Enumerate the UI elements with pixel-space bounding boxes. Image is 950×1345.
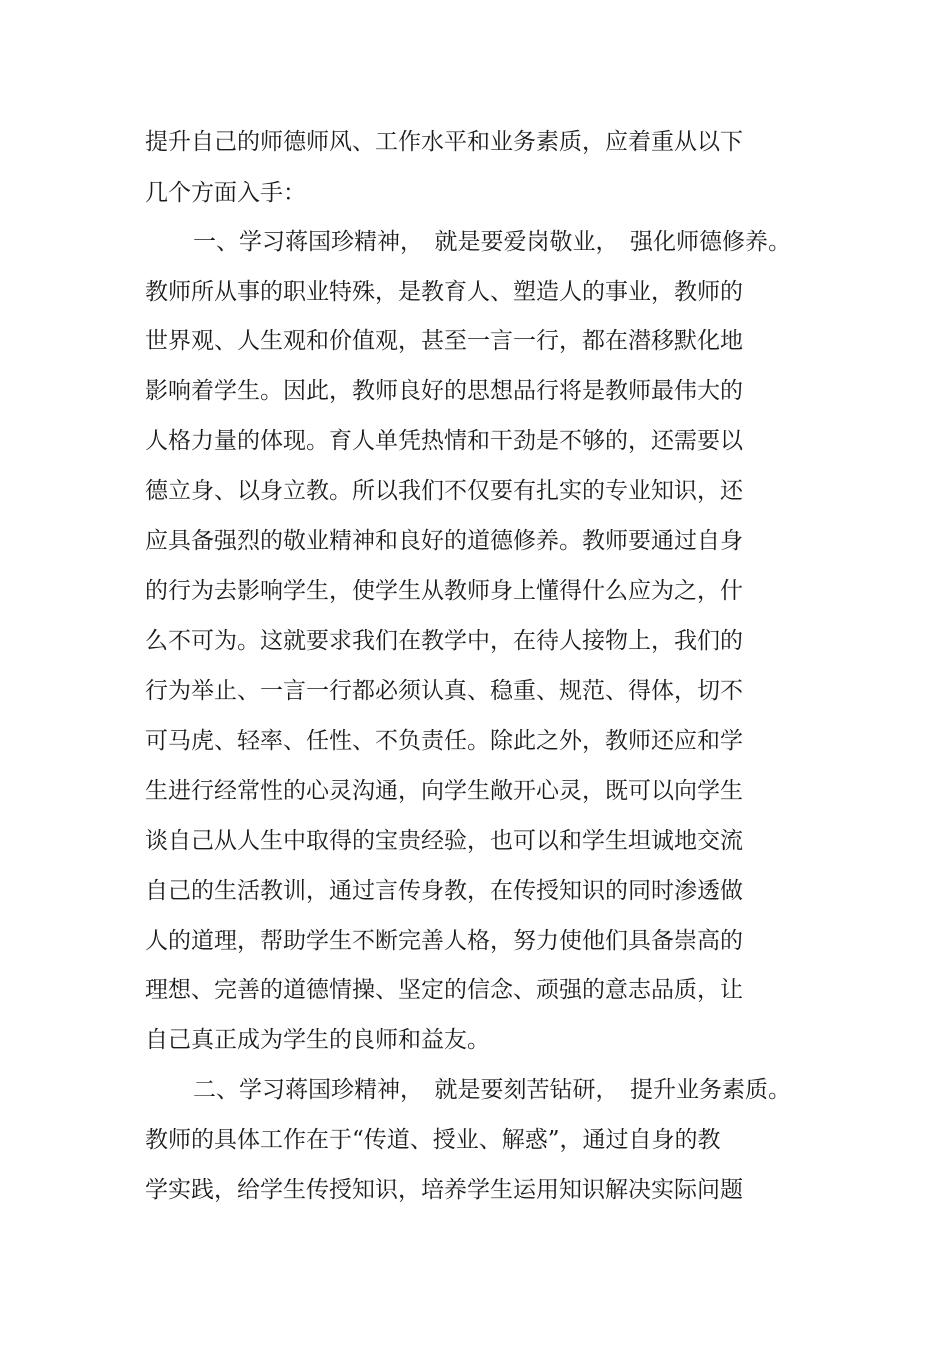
text-line: 的行为去影响学生，使学生从教师身上懂得什么应为之，什	[145, 578, 743, 604]
text-line: 自己真正成为学生的良师和益友。	[145, 1027, 490, 1053]
section-heading: 一、学习蒋国珍精神， 就是要爱岗敬业， 强化师德修养。	[193, 229, 791, 255]
text-line: 么不可为。这就要求我们在教学中，在待人接物上，我们的	[145, 628, 743, 654]
text-line: 谈自己从人生中取得的宝贵经验，也可以和学生坦诚地交流	[145, 828, 743, 854]
section-heading: 二、学习蒋国珍精神， 就是要刻苦钻研， 提升业务素质。	[193, 1077, 791, 1103]
text-line: 理想、完善的道德情操、坚定的信念、顽强的意志品质，让	[145, 977, 743, 1003]
text-line: 教师所从事的职业特殊，是教育人、塑造人的事业，教师的	[145, 279, 743, 305]
text-line: 自己的生活教训，通过言传身教，在传授知识的同时渗透做	[145, 878, 743, 904]
text-line: 影响着学生。因此，教师良好的思想品行将是教师最伟大的	[145, 378, 743, 404]
text-line: 教师的具体工作在于“传道、授业、解惑”，通过自身的教	[145, 1127, 721, 1153]
text-line: 提升自己的师德师风、工作水平和业务素质，应着重从以下	[145, 129, 743, 155]
text-line: 应具备强烈的敬业精神和良好的道德修养。教师要通过自身	[145, 528, 743, 554]
text-line: 人的道理，帮助学生不断完善人格，努力使他们具备崇高的	[145, 928, 743, 954]
text-line: 生进行经常性的心灵沟通，向学生敞开心灵，既可以向学生	[145, 778, 743, 804]
text-line: 可马虎、轻率、任性、不负责任。除此之外，教师还应和学	[145, 728, 743, 754]
text-line: 学实践，给学生传授知识，培养学生运用知识解决实际问题	[145, 1177, 743, 1203]
text-line: 几个方面入手：	[145, 180, 306, 206]
text-line: 行为举止、一言一行都必须认真、稳重、规范、得体，切不	[145, 678, 743, 704]
text-line: 人格力量的体现。育人单凭热情和干劲是不够的，还需要以	[145, 428, 743, 454]
text-line: 世界观、人生观和价值观，甚至一言一行，都在潜移默化地	[145, 328, 743, 354]
text-line: 德立身、以身立教。所以我们不仅要有扎实的专业知识，还	[145, 478, 743, 504]
